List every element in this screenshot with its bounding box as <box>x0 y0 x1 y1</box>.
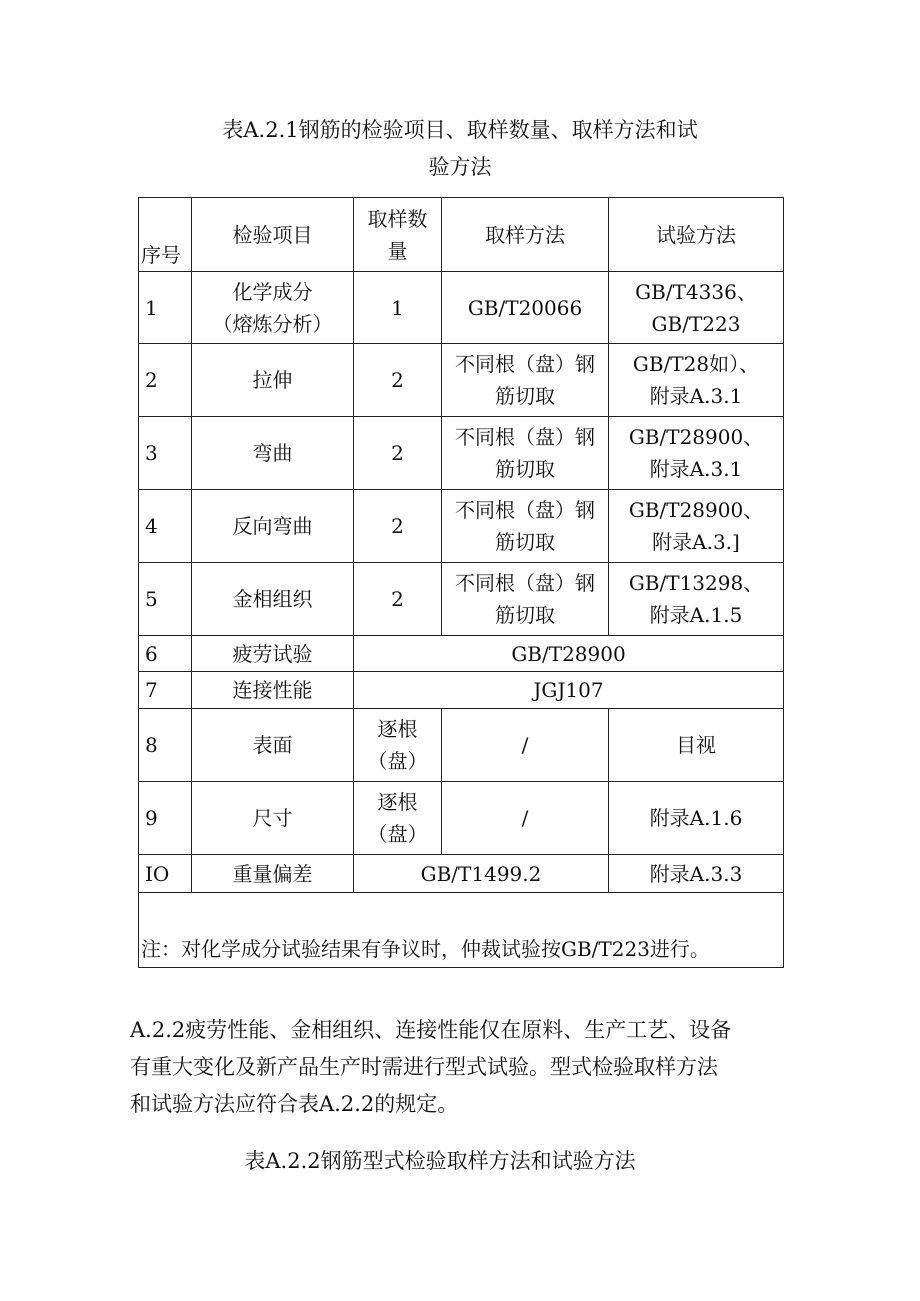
row-test: GB/T28900、 附录A.3.] <box>609 490 784 563</box>
header-seq: 序号 <box>139 198 192 272</box>
row-method: 不同根（盘）钢 筋切取 <box>442 417 609 490</box>
row-item: 拉伸 <box>192 344 354 417</box>
table-note: 注：对化学成分试验结果有争议时，仲裁试验按GB/T223进行。 <box>139 893 784 968</box>
row-seq: 5 <box>139 563 192 636</box>
row-item: 弯曲 <box>192 417 354 490</box>
row-test: GB/T4336、 GB/T223 <box>609 272 784 344</box>
row-test: GB/T28900、 附录A.3.1 <box>609 417 784 490</box>
row-method: GB/T20066 <box>442 272 609 344</box>
row-method: / <box>442 782 609 855</box>
table-row <box>139 709 784 782</box>
inspection-table <box>138 197 784 968</box>
header-item: 检验项目 <box>192 198 354 272</box>
paragraph-a22 <box>130 1012 790 1123</box>
row-seq: 7 <box>139 672 192 709</box>
table-header-row <box>139 198 784 272</box>
row-test: GB/T28如）、 附录A.3.1 <box>609 344 784 417</box>
header-test: 试验方法 <box>609 198 784 272</box>
header-method: 取样方法 <box>442 198 609 272</box>
row-test: 附录A.3.3 <box>609 855 784 893</box>
row-test: 附录A.1.6 <box>609 782 784 855</box>
header-qty: 取样数 量 <box>354 198 442 272</box>
row-qty: 1 <box>354 272 442 344</box>
row-qty: 逐根 （盘） <box>354 782 442 855</box>
row-merged-standard: GB/T1499.2 <box>354 855 609 893</box>
table-note-row <box>139 893 784 968</box>
row-qty: 2 <box>354 344 442 417</box>
table-row <box>139 782 784 855</box>
row-merged-standard: GB/T28900 <box>354 636 784 672</box>
table-a22-title: 表A.2.2钢筋型式检验取样方法和试验方法 <box>244 1149 636 1173</box>
row-seq: 9 <box>139 782 192 855</box>
row-qty: 2 <box>354 417 442 490</box>
row-item: 疲劳试验 <box>192 636 354 672</box>
row-method: / <box>442 709 609 782</box>
paragraph-line: 和试验方法应符合表A.2.2的规定。 <box>130 1092 459 1116</box>
row-seq: 2 <box>139 344 192 417</box>
row-seq: IO <box>139 855 192 893</box>
table-row <box>139 272 784 344</box>
row-test: 目视 <box>609 709 784 782</box>
row-item: 重量偏差 <box>192 855 354 893</box>
table-row <box>139 563 784 636</box>
paragraph-line: 有重大变化及新产品生产时需进行型式试验。型式检验取样方法 <box>130 1055 718 1079</box>
row-seq: 4 <box>139 490 192 563</box>
row-seq: 8 <box>139 709 192 782</box>
table-row <box>139 417 784 490</box>
row-qty: 逐根 （盘） <box>354 709 442 782</box>
row-qty: 2 <box>354 490 442 563</box>
table-title-line-2: 验方法 <box>428 155 492 179</box>
row-seq: 3 <box>139 417 192 490</box>
table-row <box>139 855 784 893</box>
table-row <box>139 636 784 672</box>
row-method: 不同根（盘）钢 筋切取 <box>442 563 609 636</box>
row-item: 尺寸 <box>192 782 354 855</box>
row-merged-standard: JGJ107 <box>354 672 784 709</box>
table-row <box>139 672 784 709</box>
row-seq: 6 <box>139 636 192 672</box>
row-test: GB/T13298、 附录A.1.5 <box>609 563 784 636</box>
row-item: 连接性能 <box>192 672 354 709</box>
row-item: 化学成分 （熔炼分析） <box>192 272 354 344</box>
row-qty: 2 <box>354 563 442 636</box>
row-item: 表面 <box>192 709 354 782</box>
table-row <box>139 344 784 417</box>
row-method: 不同根（盘）钢 筋切取 <box>442 490 609 563</box>
row-seq: 1 <box>139 272 192 344</box>
row-item: 金相组织 <box>192 563 354 636</box>
paragraph-line: A.2.2疲劳性能、金相组织、连接性能仅在原料、生产工艺、设备 <box>130 1018 732 1042</box>
table-title-line-1: 表A.2.1钢筋的检验项目、取样数量、取样方法和试 <box>222 118 698 142</box>
row-item: 反向弯曲 <box>192 490 354 563</box>
row-method: 不同根（盘）钢 筋切取 <box>442 344 609 417</box>
table-row <box>139 490 784 563</box>
